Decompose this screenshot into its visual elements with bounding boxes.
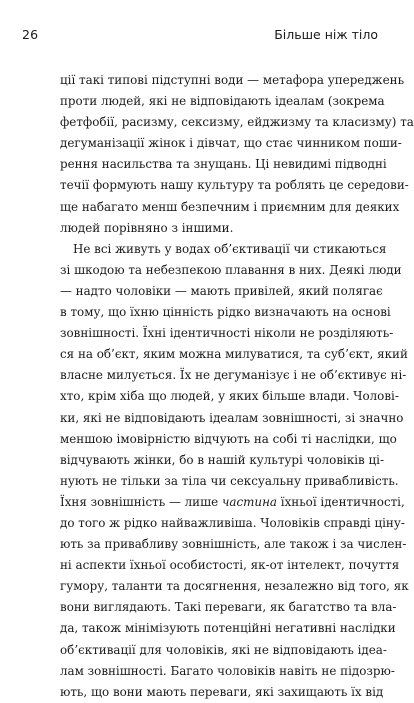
text-line: дегуманізації жінок і дівчат, що стає чинником поши- bbox=[60, 136, 402, 151]
running-title: Більше ніж тіло bbox=[274, 27, 378, 42]
text-line: ще набагато менш безпечним і приємним для деяких bbox=[60, 199, 400, 214]
body-text bbox=[60, 70, 414, 703]
text-line: власне милується. Їх не дегуманізує і не об’єктивує ні- bbox=[60, 368, 407, 383]
text-line: в тому, що їхню цінність рідко визначають на основі bbox=[60, 305, 391, 320]
text-line: течії формують нашу культуру та роблять це середови- bbox=[60, 178, 409, 193]
page-number: 26 bbox=[22, 27, 39, 42]
paragraph-2 bbox=[60, 239, 409, 703]
text-line: ні аспекти їхньої особистості, як-от інтелект, почуття bbox=[60, 558, 400, 573]
text-line: до того ж рідко найважливіша. Чоловіків справді ціну- bbox=[60, 515, 405, 530]
text-line: ції такі типові підступні води — метафора упереджень bbox=[60, 73, 405, 87]
text-line: ки, які не відповідають ідеалам зовнішності, зі значно bbox=[60, 410, 404, 425]
text-line: ють за привабливу зовнішність, але також і за числен- bbox=[60, 537, 407, 552]
text-line: фетфобії, расизму, сексизму, ейджизму та класизму) та bbox=[60, 115, 414, 130]
text-line: лам зовнішності. Багато чоловіків навіть не підозрю- bbox=[60, 663, 395, 678]
text-line: меншою імовірністю відчують на собі ті наслідки, що bbox=[60, 431, 397, 446]
text-line: ють, що вони мають переваги, які захищають їх від bbox=[60, 684, 384, 699]
page-header bbox=[22, 27, 378, 47]
text-line: проти людей, які не відповідають ідеалам (зокрема bbox=[60, 94, 385, 109]
text-line: нують не тільки за тіла чи сексуальну привабливість. bbox=[60, 473, 399, 488]
text-line: вони виглядають. Такі переваги, як багатство та вла- bbox=[60, 600, 397, 615]
emphasized-word: частина bbox=[221, 494, 277, 509]
text-line: об’єктивації для чоловіків, які не відповідають ідеа- bbox=[60, 642, 387, 657]
text-line: гумору, таланти та досягнення, незалежно від того, як bbox=[60, 579, 409, 594]
text-line: рення насильства та знущань. Ці невидимі підводні bbox=[60, 157, 387, 172]
text-line: людей порівняно з іншими. bbox=[60, 220, 234, 235]
text-line: зі шкодою та небезпекою плавання в них. Деякі люди bbox=[60, 262, 402, 277]
text-line-with-italic: Їхня зовнішність — лише частина їхньої ідентичності, bbox=[60, 494, 405, 509]
text-line: — надто чоловіки — мають привілей, який полягає bbox=[60, 283, 383, 298]
text-line: зовнішності. Їхні ідентичності ніколи не розділяють- bbox=[60, 326, 394, 341]
text-line: хто, крім хіба що людей, у яких більше влади. Чолові- bbox=[60, 389, 399, 404]
text-line: да, також мінімізують потенційні негативні наслідки bbox=[60, 621, 396, 636]
text-line: відчувають жінки, бо в нашій культурі чоловіків ці- bbox=[60, 452, 385, 467]
text-line: Не всі живуть у водах об’єктивації чи стикаються bbox=[73, 241, 387, 256]
paragraph-1 bbox=[60, 70, 414, 239]
text-line: ся на об’єкт, яким можна милуватися, та суб’єкт, який bbox=[60, 347, 408, 362]
